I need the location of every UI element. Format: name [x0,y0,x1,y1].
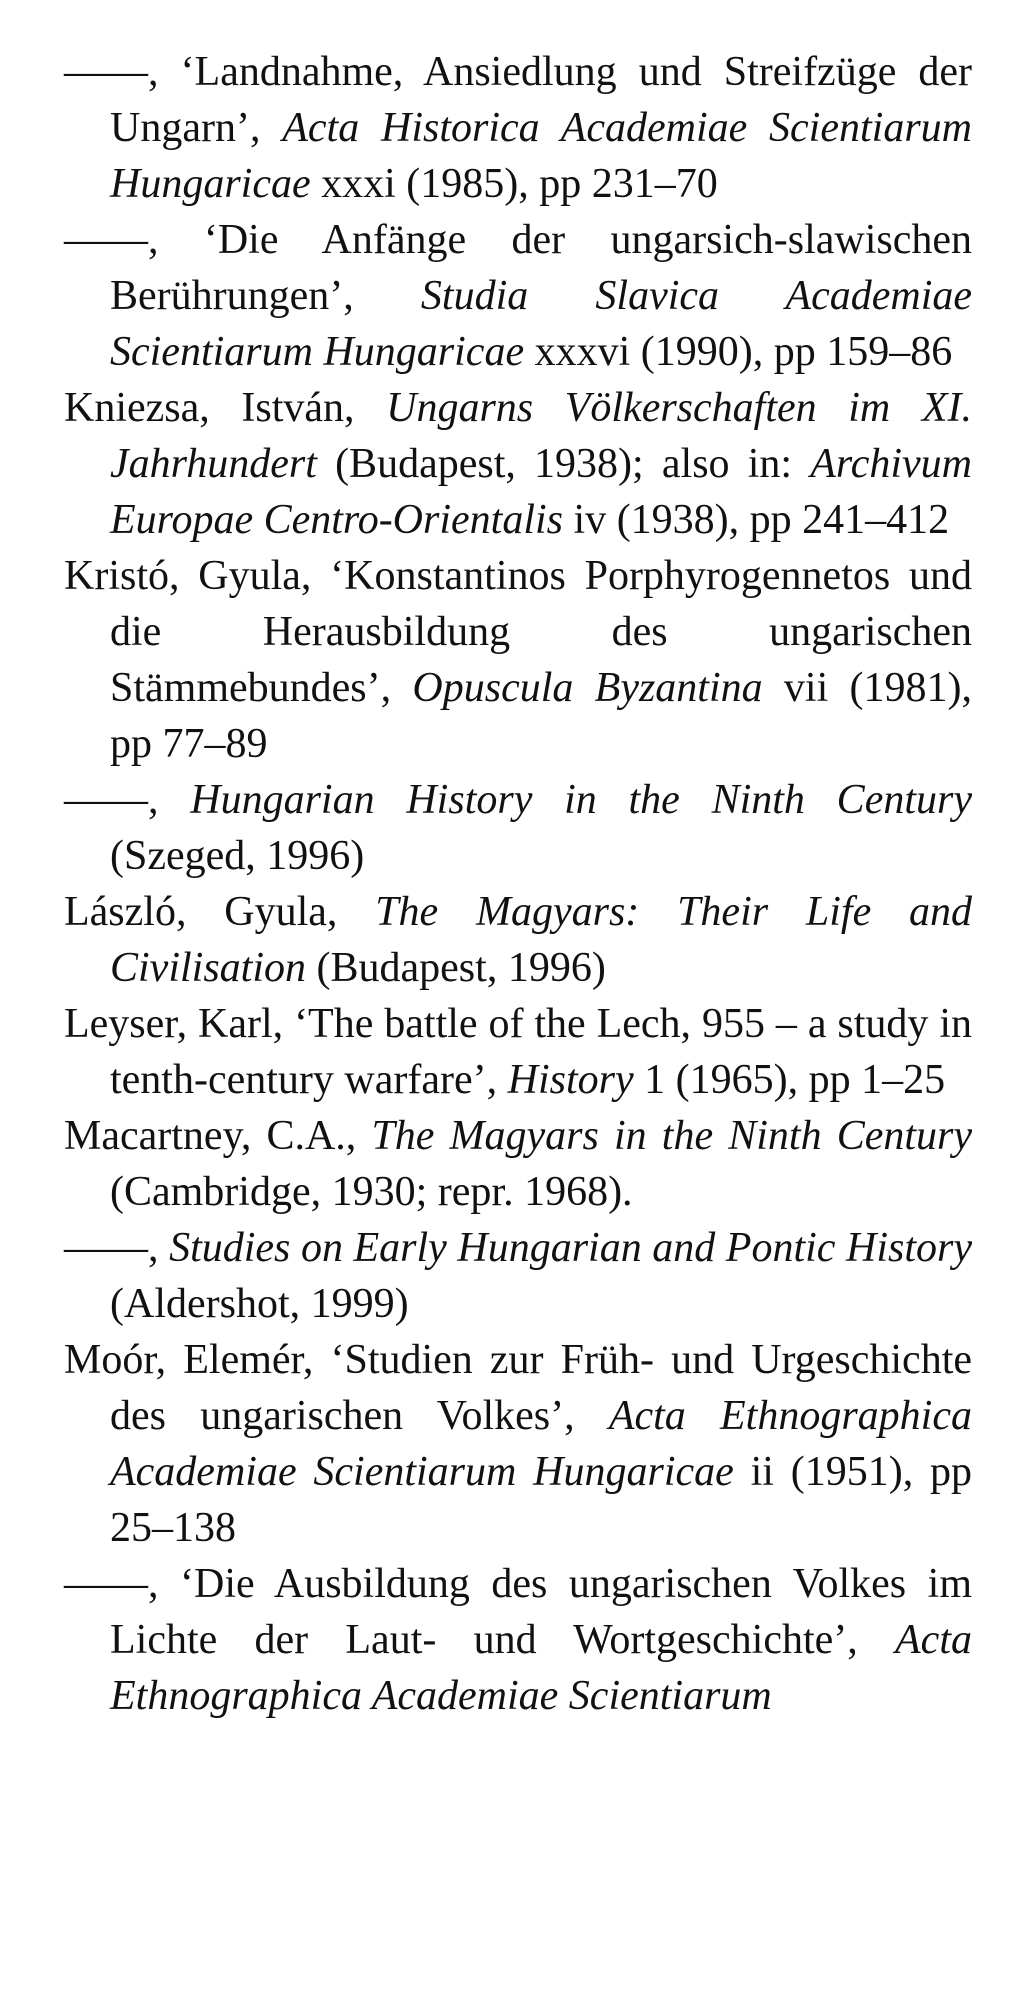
entry-article-title: ‘Die Ausbildung des ungarischen Volkes im Lichte der Laut- und Wortgeschichte’, [110,1561,973,1663]
entry-book-title: The Magyars: Their Life and Civilisation [110,889,973,991]
bibliography-entry [64,212,972,380]
entry-journal: Acta Ethnographica Academiae Scientiarum Hungaricae [110,1393,972,1495]
entry-author: ——, [64,1225,170,1271]
entry-author: Macartney, C.A., [64,1113,372,1159]
bibliography-entry [64,884,972,996]
entry-book-title: The Magyars in the Ninth Century [371,1113,972,1159]
entry-publication: (Budapest, 1996) [306,945,606,991]
entry-details: iv (1938), pp 241–412 [563,497,950,543]
entry-journal: History [507,1057,634,1103]
entry-author: Kristó, Gyula, [64,553,331,599]
entry-author: ——, [64,1561,181,1607]
bibliography-entry [64,44,972,212]
bibliography-entry [64,380,972,548]
entry-article-title: ‘Studien zur Früh- und Urgeschichte des ungarischen Volkes’, [110,1337,973,1439]
entry-author: László, Gyula, [64,889,376,935]
bibliography-entry [64,1556,972,1724]
entry-book-title: Studies on Early Hungarian and Pontic History [169,1225,972,1271]
entry-author: ——, [64,777,191,823]
entry-article-title: ‘Die Anfänge der ungarsich-slawischen Berührungen’, [110,217,973,319]
bibliography-entry [64,996,972,1108]
entry-journal: Acta Ethnographica Academiae Scientiarum [110,1617,972,1719]
entry-article-title: ‘The battle of the Lech, 955 – a study in tenth-century warfare’, [110,1001,972,1103]
entry-details: xxxvi (1990), pp 159–86 [524,329,953,375]
entry-details: 1 (1965), pp 1–25 [633,1057,946,1103]
bibliography-entry [64,772,972,884]
entry-author: ——, [64,217,204,263]
entry-author: Kniezsa, István, [64,385,387,431]
entry-details: xxxi (1985), pp 231–70 [310,161,718,207]
entry-details: vii (1981), pp 77–89 [110,665,973,767]
bibliography-entry [64,1332,972,1556]
entry-book-title: Ungarns Völkerschaften im XI. Jahrhundert [110,385,972,487]
entry-journal: Acta Historica Academiae Scientiarum Hungaricae [110,105,972,207]
entry-publication: (Cambridge, 1930; repr. 1968). [110,1169,633,1215]
entry-author: Leyser, Karl, [64,1001,295,1047]
entry-article-title: ‘Konstantinos Porphyrogennetos und die Herausbildung des ungarischen Stämmebundes’, [110,553,972,711]
entry-journal: Archivum Europae Centro-Orientalis [110,441,972,543]
entry-article-title: ‘Landnahme, Ansiedlung und Streifzüge der Ungarn’, [110,49,973,151]
entry-publication: (Szeged, 1996) [110,833,365,879]
entry-publication: (Budapest, 1938); also in: [316,441,811,487]
entry-journal: Opuscula Byzantina [412,665,763,711]
bibliography-page [64,44,972,1724]
entry-details: ii (1951), pp 25–138 [110,1449,972,1551]
entry-author: Moór, Elemér, [64,1337,331,1383]
entry-author: ——, [64,49,181,95]
entry-publication: (Aldershot, 1999) [110,1281,409,1327]
bibliography-entry [64,1220,972,1332]
bibliography-entry [64,1108,972,1220]
entry-book-title: Hungarian History in the Ninth Century [190,777,972,823]
entry-journal: Studia Slavica Academiae Scientiarum Hungaricae [110,273,973,375]
bibliography-entry [64,548,972,772]
